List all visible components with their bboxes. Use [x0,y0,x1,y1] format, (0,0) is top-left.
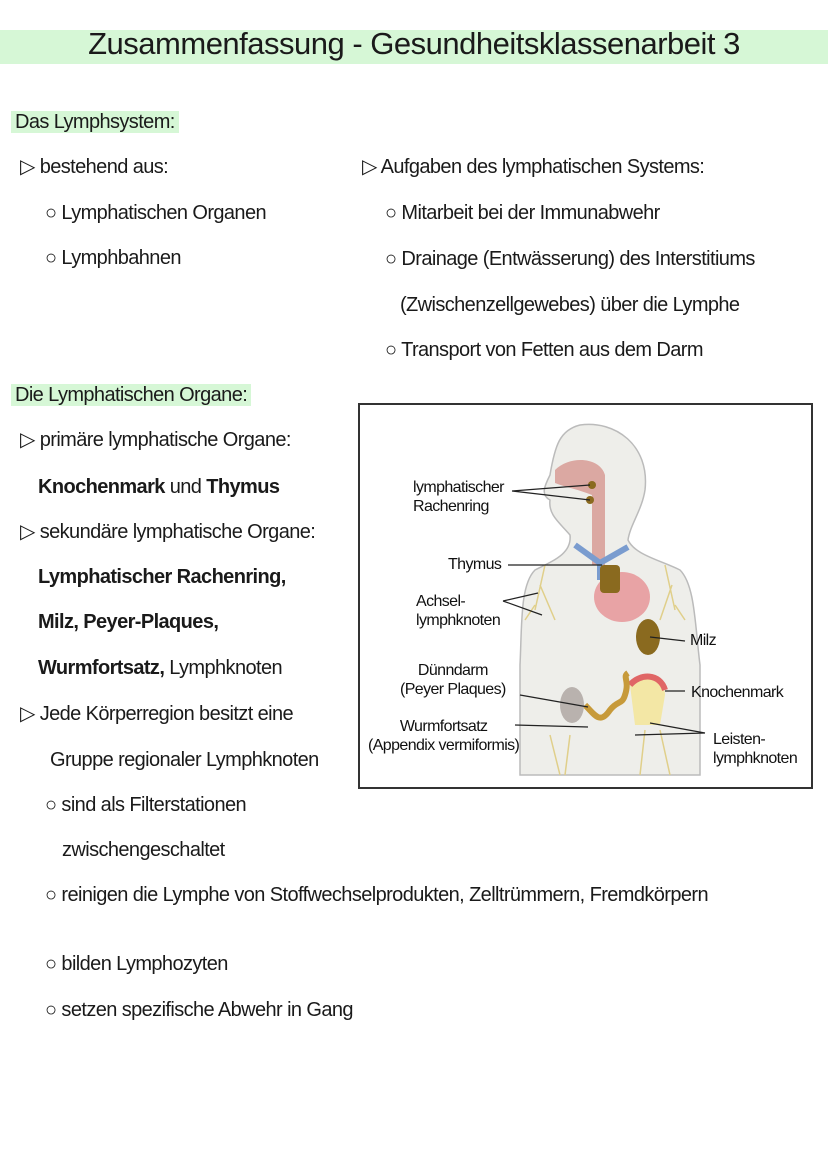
bullet-region: ▷ Jede Körperregion besitzt eine [20,703,294,725]
list-item: ○ Mitarbeit bei der Immunabwehr [385,202,660,224]
label-achsellymphknoten: Achsel- lymphknoten [416,593,501,629]
secondary-organ: Lymphatischer Rachenring, [38,566,286,588]
list-item: ○ Drainage (Entwässerung) des Interstitiums [385,248,755,270]
list-item: ○ Transport von Fetten aus dem Darm [385,339,703,361]
secondary-organ: Milz, Peyer-Plaques, [38,611,219,633]
thymus-shape [600,565,620,593]
secondary-organ: Wurmfortsatz, Lymphknoten [38,657,282,679]
label-milz: Milz [690,632,717,649]
list-item: ○ Lymphbahnen [45,247,181,269]
page-title: Zusammenfassung - Gesundheitsklassenarbeit 3 [88,26,740,61]
label-duenndarm: Dünndarm (Peyer Plaques) [400,662,506,698]
section-heading-lymphsystem: Das Lymphsystem: [11,111,179,133]
bullet-primaer: ▷ primäre lymphatische Organe: [20,429,291,451]
label-rachenring: lymphatischer Rachenring [413,479,504,515]
label-leistenlymphknoten: Leisten- lymphknoten [713,731,798,767]
bullet-region-continued: Gruppe regionaler Lymphknoten [50,749,319,771]
colon-shape [560,687,584,723]
lymph-system-diagram [358,403,813,789]
list-item-continued: zwischengeschaltet [62,839,225,861]
list-item: ○ reinigen die Lymphe von Stoffwechselprodukten, Zelltrümmern, Fremdkörpern [45,884,708,906]
primary-organs: Knochenmark und Thymus [38,476,280,498]
list-item: ○ bilden Lymphozyten [45,953,228,975]
label-wurmfortsatz: Wurmfortsatz (Appendix vermiformis) [368,718,520,754]
bullet-sekundaer: ▷ sekundäre lymphatische Organe: [20,521,316,543]
bullet-aufgaben: ▷ Aufgaben des lymphatischen Systems: [362,156,705,178]
list-item-continued: (Zwischenzellgewebes) über die Lymphe [400,294,740,316]
label-knochenmark: Knochenmark [691,684,784,701]
section-heading-organe: Die Lymphatischen Organe: [11,384,251,406]
label-thymus: Thymus [448,556,502,573]
spleen-shape [636,619,660,655]
list-item: ○ sind als Filterstationen [45,794,247,816]
list-item: ○ setzen spezifische Abwehr in Gang [45,999,353,1021]
bullet-bestehend: ▷ bestehend aus: [20,156,169,178]
list-item: ○ Lymphatischen Organen [45,202,267,224]
